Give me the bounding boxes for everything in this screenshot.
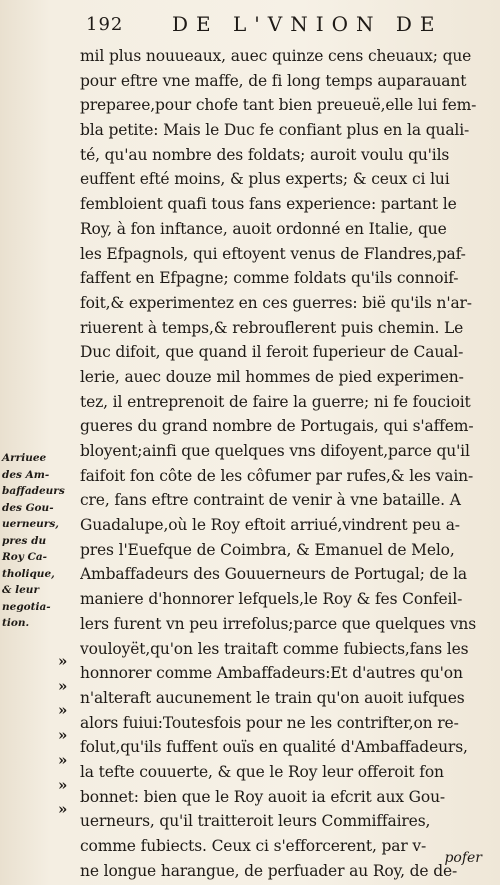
text-line: pres l'Euefque de Coimbra, & Emanuel de Melo, (80, 540, 455, 559)
quotation-mark: » (58, 676, 68, 695)
text-line: preparee,pour chofe tant bien preueuë,elle lui fem- (80, 96, 477, 115)
text-line: té, qu'au nombre des foldats; auroit voulu qu'ils (80, 145, 450, 164)
page-number: 192 (86, 14, 124, 35)
text-line: riuerent à temps,& rebrouflerent puis chemin. Le (80, 318, 464, 337)
quotation-mark: » (58, 652, 68, 670)
quotation-mark: » (58, 726, 68, 745)
text-line: maniere d'honnorer lefquels,le Roy & fes Confeil- (80, 590, 463, 609)
text-line: lers furent vn peu irrefolus;parce que quelques vns (80, 614, 477, 633)
text-line: mil plus nouueaux, auec quinze cens cheuaux; que (80, 47, 472, 65)
text-line: Roy, à fon inftance, auoit ordonné en Italie, que (80, 219, 447, 238)
text-line: Duc difoit, que quand il feroit fuperieur de Caual- (80, 343, 464, 362)
margin-note-line: tholique, (2, 567, 55, 580)
text-line: bloyent;ainfi que quelques vns difoyent,parce qu'il (80, 442, 470, 460)
quotation-mark: » (58, 701, 68, 720)
quotation-mark: » (58, 775, 68, 794)
text-line: fembloient quafi tous fans experience: partant le (80, 195, 457, 214)
text-line: alors fuiui:Toutesfois pour ne les contrifter,on re- (80, 713, 459, 732)
text-line: honnorer comme Ambaffadeurs:Et d'autres qu'on (80, 664, 463, 683)
margin-note-line: negotia- (2, 600, 51, 613)
margin-note-line: baffadeurs (2, 485, 65, 497)
text-line: Guadalupe,où le Roy eftoit arriué,vindrent peu a- (80, 516, 460, 535)
text-line: cre, fans eftre contraint de venir à vne bataille. A (80, 491, 461, 510)
text-line: gueres du grand nombre de Portugais, qui s'affem- (80, 417, 474, 436)
text-line: bla petite: Mais le Duc fe confiant plus en la quali- (80, 121, 470, 140)
text-line: ne longue harangue, de perfuader au Roy, de de- (80, 861, 458, 880)
text-line: bonnet: bien que le Roy auoit ia efcrit aux Gou- (80, 787, 446, 806)
margin-note-line: & leur (2, 584, 39, 596)
quotation-mark: » (58, 800, 68, 819)
text-line: euffent efté moins, & plus experts; & ceux ci lui (80, 170, 450, 189)
margin-note-line: des Am- (2, 468, 50, 481)
text-line: n'alteraft aucunement le train qu'on auoit iufques (80, 688, 465, 707)
margin-note-line: uerneurs, (2, 518, 59, 530)
margin-note-line: Roy Ca- (2, 551, 48, 563)
margin-note-line: Arriuee (2, 452, 47, 464)
text-line: lerie, auec douze mil hommes de pied experimen- (80, 367, 464, 386)
catchword: pofer (444, 850, 482, 866)
text-line: foit,& experimentez en ces guerres: bië qu'ils n'ar- (80, 293, 472, 312)
text-line: Ambaffadeurs des Gouuerneurs de Portugal; de la (80, 565, 468, 584)
text-line: faifoit fon côte de les côfumer par rufes,& les vain- (80, 466, 474, 485)
text-line: comme fubiects. Ceux ci s'efforcerent, par v- (80, 837, 427, 855)
running-head: DE L'VNION DE (172, 12, 443, 36)
text-line: uerneurs, qu'il traitteroit leurs Commiffaires, (80, 812, 431, 831)
text-line: tez, il entreprenoit de faire la guerre; ni fe foucioit (80, 392, 471, 411)
text-line: la tefte couuerte, & que le Roy leur offeroit fon (80, 762, 444, 781)
text-line: vouloyët,qu'on les traitaft comme fubiects,fans les (80, 639, 469, 658)
text-line: les Efpagnols, qui eftoyent venus de Flandres,paf- (80, 244, 466, 263)
margin-note-line: tion. (2, 617, 30, 629)
text-line: folut,qu'ils fuffent ouïs en qualité d'Ambaffadeurs, (80, 738, 468, 757)
margin-note-line: des Gou- (2, 501, 54, 514)
margin-note (2, 450, 72, 632)
text-line: pour eftre vne maffe, de fi long temps auparauant (80, 71, 467, 90)
margin-note-line: pres du (2, 534, 47, 547)
body-text (80, 44, 482, 883)
text-line: faffent en Efpagne; comme foldats qu'ils connoif- (80, 269, 459, 288)
quotation-mark: » (58, 750, 68, 769)
